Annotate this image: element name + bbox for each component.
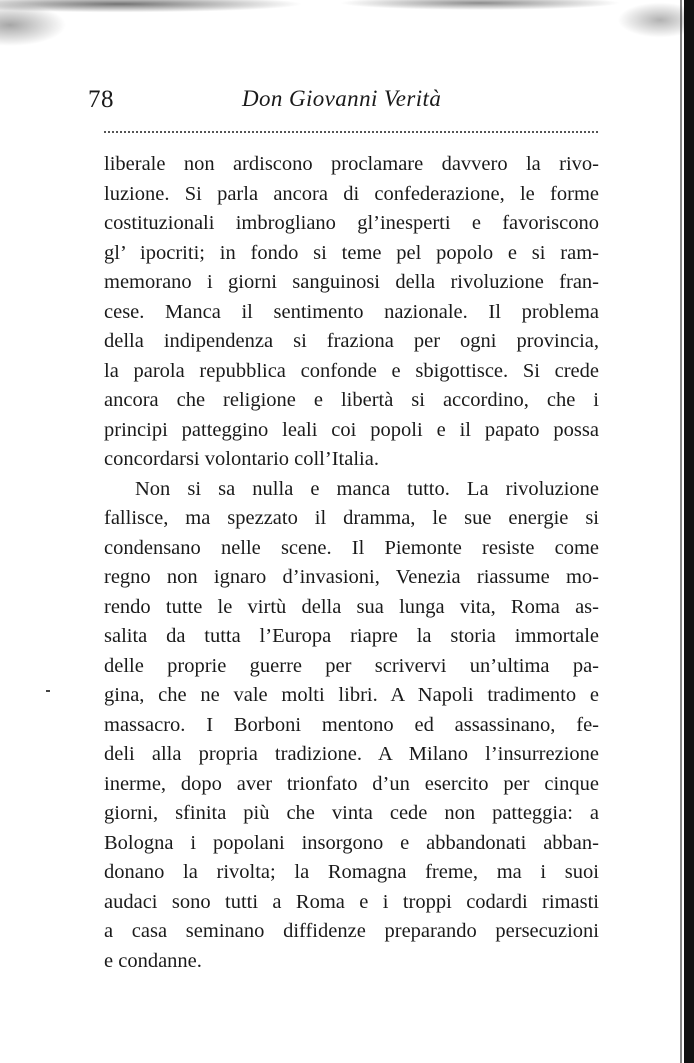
text-line: inerme, dopo aver trionfato d’un esercito per cinque [104, 772, 599, 795]
text-line: regno non ignaro d’invasioni, Venezia riassume mo- [104, 566, 599, 588]
text-line: massacro. I Borboni mentono ed assassinano, fe- [104, 713, 599, 736]
text-line: la parola repubblica confonde e sbigottisce. Si crede [104, 359, 599, 382]
text-line: luzione. Si parla ancora di confederazione, le forme [104, 182, 599, 205]
text-line: principi patteggino leali coi popoli e il papato possa [104, 418, 599, 441]
text-line: liberale non ardiscono proclamare davvero la rivo- [104, 153, 599, 175]
text-line: deli alla propria tradizione. A Milano l’insurrezione [104, 743, 599, 765]
text-line: rendo tutte le virtù della sua lunga vita, Roma as- [104, 595, 599, 618]
page-number: 78 [88, 86, 114, 113]
running-head: Don Giovanni Verità [242, 86, 442, 111]
text-line: a casa seminano diffidenze preparando persecuzioni [104, 920, 599, 942]
page-binding-edge [684, 0, 694, 1063]
text-line: fallisce, ma spezzato il dramma, le sue energie si [104, 507, 599, 529]
text-line: audaci sono tutti a Roma e i troppi codardi rimasti [104, 890, 599, 913]
text-line: costituzionali imbrogliano gl’inesperti e favoriscono [104, 212, 599, 234]
text-line: delle proprie guerre per scrivervi un’ultima pa- [104, 654, 599, 677]
text-line: salita da tutta l’Europa riapre la storia immortale [104, 625, 599, 647]
text-line: condensano nelle scene. Il Piemonte resiste come [104, 536, 599, 559]
text-line: della indipendenza si fraziona per ogni provincia, [104, 330, 599, 352]
text-line: giorni, sfinita più che vinta cede non patteggia: a [104, 802, 599, 824]
text-line: cese. Manca il sentimento nazionale. Il problema [104, 300, 599, 323]
text-line: ancora che religione e libertà si accordino, che i [104, 389, 599, 411]
text-line: memorano i giorni sanguinosi della rivoluzione fran- [104, 271, 599, 293]
text-line: gina, che ne vale molti libri. A Napoli tradimento e [104, 684, 599, 706]
text-line-paragraph-end: concordarsi volontario coll’Italia. [104, 448, 379, 470]
text-line-paragraph-end: e condanne. [104, 949, 202, 972]
margin-mark [46, 690, 50, 692]
text-line: gl’ ipocriti; in fondo si teme pel popolo e si ram- [104, 241, 599, 264]
text-line-paragraph-start: Non si sa nulla e manca tutto. La rivoluzione [135, 477, 599, 500]
body-text [104, 150, 599, 976]
text-line: Bologna i popolani insorgono e abbandonati abban- [104, 831, 599, 854]
text-line: donano la rivolta; la Romagna freme, ma i suoi [104, 861, 599, 883]
scan-edge-noise [0, 0, 694, 48]
page-binding-shadow [680, 0, 682, 1063]
header-rule [104, 131, 598, 133]
